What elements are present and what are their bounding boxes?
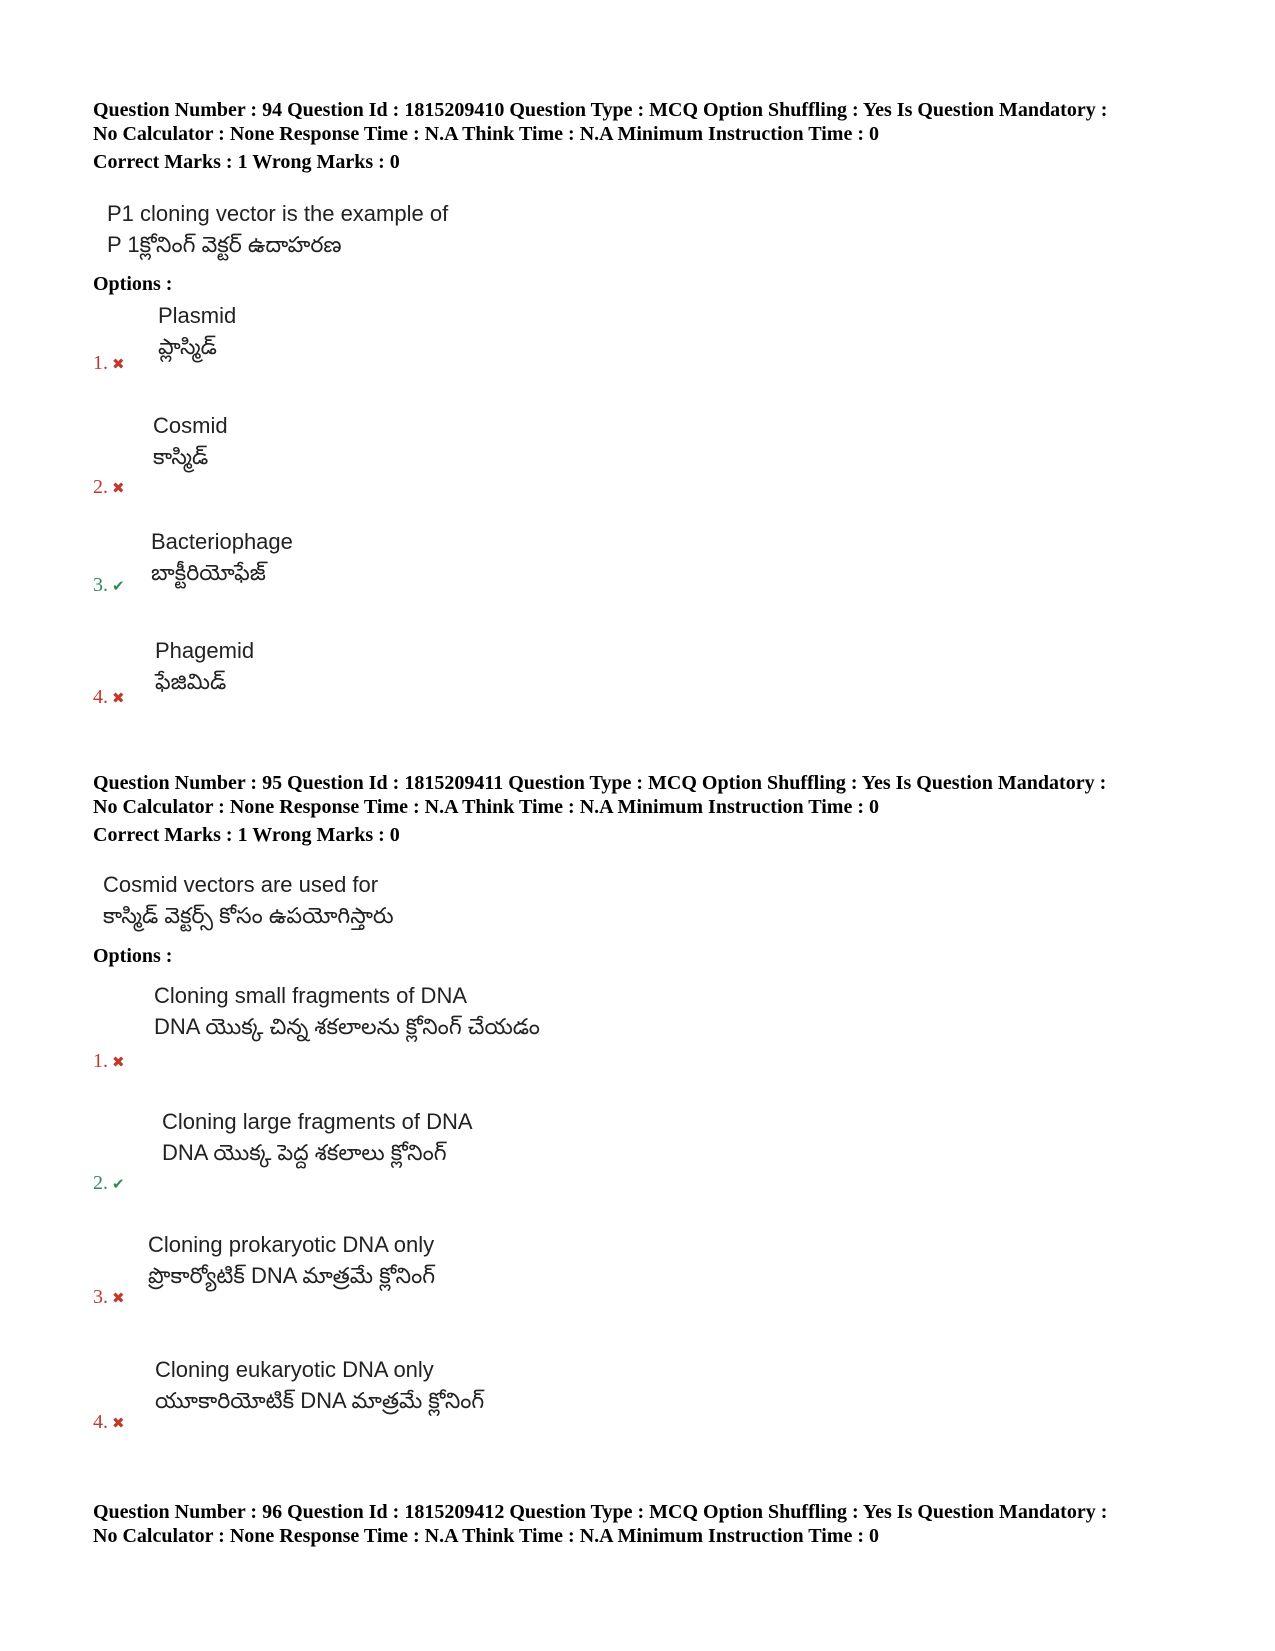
q94-option-4 — [155, 635, 254, 697]
option-text-en: Cloning prokaryotic DNA only — [148, 1232, 435, 1257]
question-text-en: Cosmid vectors are used for — [103, 872, 379, 897]
question-meta-line1: Question Number : 95 Question Id : 1815209411 Question Type : MCQ Option Shuffling : Yes Is Question Mandatory : — [93, 772, 1107, 794]
wrong-mark-icon: ✖ — [112, 1052, 125, 1071]
q95-option-2 — [162, 1106, 473, 1168]
option-text-te: ప్రొకార్యోటిక్ DNA మాత్రమే క్లోనింగ్ — [148, 1263, 436, 1288]
question-marks: Correct Marks : 1 Wrong Marks : 0 — [93, 151, 400, 173]
options-label: Options : — [93, 945, 173, 967]
correct-mark-icon: ✔ — [112, 576, 125, 595]
option-text-te: యూకారియోటిక్ DNA మాత్రమే క్లోనింగ్ — [155, 1388, 485, 1413]
option-text-en: Phagemid — [155, 638, 255, 663]
question-text-te: P 1క్లోనింగ్ వెక్టర్ ఉదాహరణ — [107, 232, 342, 257]
q94-option-2 — [153, 410, 228, 472]
q94-option-3 — [151, 526, 293, 588]
question-96-header — [93, 1500, 1193, 1548]
question-95-text — [103, 869, 394, 931]
question-94-header — [93, 98, 1193, 174]
option-text-en: Cloning eukaryotic DNA only — [155, 1357, 434, 1382]
option-text-te: ప్లాస్మిడ్ — [158, 334, 217, 359]
q94-option-4-number: 4. ✖ — [93, 686, 125, 708]
wrong-mark-icon: ✖ — [112, 688, 125, 707]
wrong-mark-icon: ✖ — [112, 1288, 125, 1307]
option-text-te: DNA యొక్క చిన్న శకలాలను క్లోనింగ్ చేయడం — [154, 1014, 540, 1039]
question-meta-line1: Question Number : 94 Question Id : 1815209410 Question Type : MCQ Option Shuffling : Yes Is Question Mandatory : — [93, 99, 1108, 121]
q95-option-1-number: 1. ✖ — [93, 1050, 125, 1072]
wrong-mark-icon: ✖ — [112, 478, 125, 497]
question-meta-line2: No Calculator : None Response Time : N.A Think Time : N.A Minimum Instruction Time : 0 — [93, 123, 879, 145]
question-text-te: కాస్మిడ్ వెక్టర్స్ కోసం ఉపయోగిస్తారు — [103, 903, 394, 928]
correct-mark-icon: ✔ — [112, 1174, 125, 1193]
question-marks: Correct Marks : 1 Wrong Marks : 0 — [93, 824, 400, 846]
option-text-te: ఫేజిమిడ్ — [155, 669, 227, 694]
option-text-en: Cloning small fragments of DNA — [154, 983, 468, 1008]
q94-option-2-number: 2. ✖ — [93, 476, 125, 498]
wrong-mark-icon: ✖ — [112, 1413, 125, 1432]
q95-option-4-number: 4. ✖ — [93, 1411, 125, 1433]
question-94-text — [107, 198, 448, 260]
wrong-mark-icon: ✖ — [112, 354, 125, 373]
option-text-en: Cloning large fragments of DNA — [162, 1109, 473, 1134]
q95-option-4 — [155, 1354, 484, 1416]
q94-option-1-number: 1. ✖ — [93, 352, 125, 374]
q95-option-3 — [148, 1229, 435, 1291]
option-text-te: కాస్మిడ్ — [153, 444, 209, 469]
option-text-en: Bacteriophage — [151, 529, 293, 554]
q95-option-1 — [154, 980, 540, 1042]
options-label: Options : — [93, 273, 173, 295]
question-text-en: P1 cloning vector is the example of — [107, 201, 449, 226]
option-text-en: Cosmid — [153, 413, 228, 438]
question-meta-line2: No Calculator : None Response Time : N.A Think Time : N.A Minimum Instruction Time : 0 — [93, 1525, 879, 1547]
q94-option-1 — [158, 300, 236, 362]
option-text-te: DNA యొక్క పెద్ద శకలాలు క్లోనింగ్ — [162, 1140, 447, 1165]
option-text-en: Plasmid — [158, 303, 237, 328]
question-95-header — [93, 771, 1193, 847]
question-meta-line2: No Calculator : None Response Time : N.A Think Time : N.A Minimum Instruction Time : 0 — [93, 796, 879, 818]
q95-option-3-number: 3. ✖ — [93, 1286, 125, 1308]
option-text-te: బాక్టీరియోఫేజ్ — [151, 560, 266, 585]
q95-option-2-number: 2. ✔ — [93, 1172, 125, 1194]
q94-option-3-number: 3. ✔ — [93, 574, 125, 596]
question-meta-line1: Question Number : 96 Question Id : 1815209412 Question Type : MCQ Option Shuffling : Yes Is Question Mandatory : — [93, 1501, 1108, 1523]
